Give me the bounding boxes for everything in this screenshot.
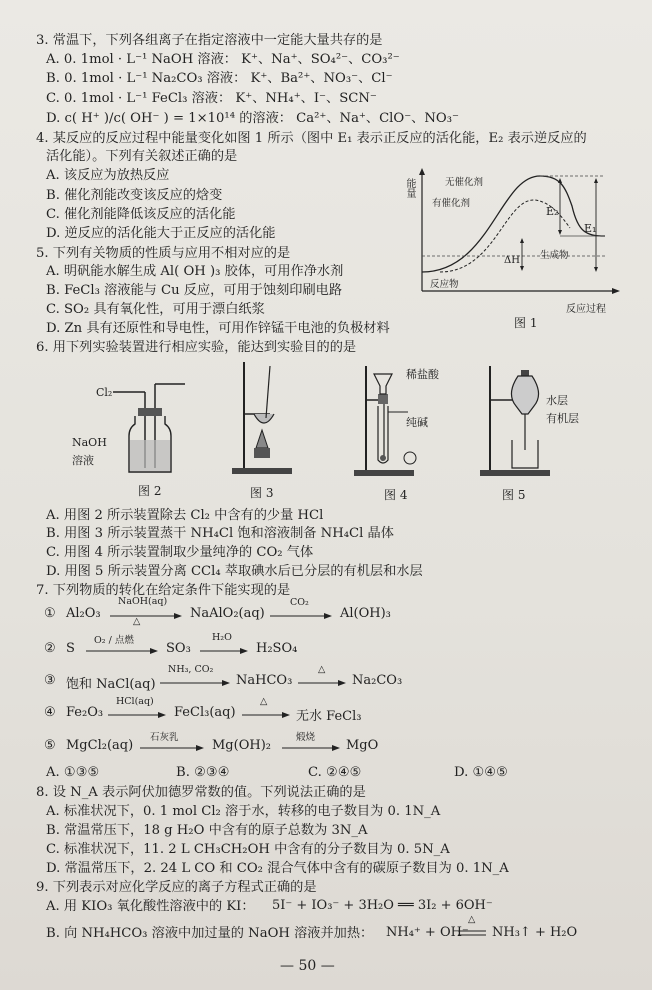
q5-option-b: B. FeCl₃ 溶液能与 Cu 反应，可用于蚀刻印刷电路 — [46, 283, 343, 298]
q7-r3-cond1: NH₃, CO₂ — [168, 664, 214, 675]
q6-option-c: C. 用图 4 所示装置制取少量纯净的 CO₂ 气体 — [46, 545, 314, 560]
bleed-through-text — [572, 0, 652, 990]
q6-option-d: D. 用图 5 所示装置分离 CCl₄ 萃取碘水后已分层的有机层和水层 — [46, 564, 423, 579]
q4-stem-line2: 活化能）。下列有关叙述正确的是 — [46, 149, 238, 164]
q9-option-b-eq-right: NH₃↑ + H₂O — [492, 925, 578, 940]
q3-option-c: C. 0. 1mol · L⁻¹ FeCl₃ 溶液： K⁺、NH₄⁺、I⁻、SCN⁻ — [46, 91, 377, 106]
q7-r3-product: Na₂CO₃ — [352, 673, 403, 688]
q7-r3-arrow1 — [160, 679, 232, 687]
q9-option-a-text: A. 用 KIO₃ 氧化酸性溶液中的 KI： — [46, 899, 255, 914]
q7-r3-number: ③ — [44, 673, 56, 688]
fig2-caption: 图 2 — [138, 484, 162, 498]
q7-r5-cond1: 石灰乳 — [150, 732, 179, 743]
q4-option-c: C. 催化剂能降低该反应的活化能 — [46, 207, 236, 222]
q7-r5-arrow2 — [282, 744, 342, 752]
q5-option-c: C. SO₂ 具有氧化性，可用于漂白纸浆 — [46, 302, 265, 317]
q9-option-b-eq-sign — [458, 928, 488, 938]
q6-option-a: A. 用图 2 所示装置除去 Cl₂ 中含有的少量 HCl — [46, 508, 324, 523]
q7-r1-cond1b: △ — [133, 616, 141, 627]
fig4-base-label: 纯碱 — [406, 416, 428, 429]
q5-stem: 5. 下列有关物质的性质与应用不相对应的是 — [36, 246, 291, 261]
q6-stem: 6. 用下列实验装置进行相应实验，能达到实验目的的是 — [36, 340, 357, 355]
q7-option-a: A. ①③⑤ — [46, 765, 100, 780]
q5-option-a: A. 明矾能水解生成 Al( OH )₃ 胶体，可用作净水剂 — [46, 264, 344, 279]
fig2-solution-label: 溶液 — [72, 454, 94, 467]
q8-option-a: A. 标准状况下，0. 1 mol Cl₂ 溶于水，转移的电子数目为 0. 1N_A — [46, 804, 441, 819]
q7-r5-reactant: MgCl₂(aq) — [66, 738, 134, 753]
fig1-x-axis-label: 反应过程 — [566, 304, 606, 315]
q7-r1-product: Al(OH)₃ — [340, 606, 391, 621]
q7-r4-intermediate: FeCl₃(aq) — [174, 705, 236, 720]
q7-r4-arrow2 — [242, 711, 292, 719]
q7-r2-reactant: S — [66, 641, 75, 656]
q9-option-b-eq-condition: △ — [468, 914, 476, 925]
q7-r3-arrow2 — [298, 679, 348, 687]
q7-stem: 7. 下列物质的转化在给定条件下能实现的是 — [36, 583, 291, 598]
q8-option-d: D. 常温常压下，2. 24 L CO 和 CO₂ 混合气体中含有的碳原子数目为 0. 1N_A — [46, 861, 509, 876]
q7-r1-reactant: Al₂O₃ — [66, 606, 101, 621]
q7-option-c: C. ②④⑤ — [308, 765, 362, 780]
q7-r2-intermediate: SO₃ — [166, 641, 191, 656]
q7-r4-cond2: △ — [260, 696, 268, 707]
q7-option-d: D. ①④⑤ — [454, 765, 508, 780]
q7-r5-product: MgO — [346, 738, 379, 753]
q6-option-b: B. 用图 3 所示装置蒸干 NH₄Cl 饱和溶液制备 NH₄Cl 晶体 — [46, 526, 394, 541]
q3-option-d: D. c( H⁺ )/c( OH⁻ ) = 1×10¹⁴ 的溶液： Ca²⁺、Na⁺、ClO⁻、NO₃⁻ — [46, 111, 459, 126]
fig1-y-axis-label: 能量 — [404, 178, 415, 198]
fig1-caption: 图 1 — [514, 316, 538, 330]
fig4-acid-label: 稀盐酸 — [406, 368, 439, 381]
q3-option-a: A. 0. 1mol · L⁻¹ NaOH 溶液： K⁺、Na⁺、SO₄²⁻、CO₃²⁻ — [46, 52, 400, 67]
fig3-caption: 图 3 — [250, 486, 274, 500]
q9-stem: 9. 下列表示对应化学反应的离子方程式正确的是 — [36, 880, 317, 895]
q4-stem-line1: 4. 某反应的反应过程中能量变化如图 1 所示（图中 E₁ 表示正反应的活化能，E₂ 表示逆反应的 — [36, 131, 587, 146]
fig1-catalyst-label: 有催化剂 — [432, 198, 471, 209]
q9-option-b-text: B. 向 NH₄HCO₃ 溶液中加过量的 NaOH 溶液并加热： — [46, 926, 374, 941]
q7-r2-cond2: H₂O — [212, 632, 232, 643]
q4-option-d: D. 逆反应的活化能大于正反应的活化能 — [46, 226, 276, 241]
q7-r4-cond1: HCl(aq) — [116, 696, 154, 707]
q3-option-b: B. 0. 1mol · L⁻¹ Na₂CO₃ 溶液： K⁺、Ba²⁺、NO₃⁻、Cl⁻ — [46, 71, 393, 86]
fig1-e2-label: E₂ — [546, 205, 559, 218]
q7-r2-product: H₂SO₄ — [256, 641, 298, 656]
fig1-delta-h-label: ΔH — [504, 255, 520, 266]
q9-option-a-equation: 5I⁻ + IO₃⁻ + 3H₂O ══ 3I₂ + 6OH⁻ — [272, 898, 493, 913]
apparatus-figure3 — [226, 358, 298, 478]
fig1-no-catalyst-label: 无催化剂 — [445, 177, 484, 188]
q7-r2-cond1: O₂ / 点燃 — [94, 635, 134, 646]
q7-r1-number: ① — [44, 606, 56, 621]
q7-option-b: B. ②③④ — [176, 765, 230, 780]
q8-option-c: C. 标准状况下，11. 2 L CH₃CH₂OH 中含有的分子数目为 0. 5N_A — [46, 842, 450, 857]
q8-option-b: B. 常温常压下，18 g H₂O 中含有的原子总数为 3N_A — [46, 823, 368, 838]
fig5-water-layer-label: 水层 — [546, 394, 568, 407]
q4-option-b: B. 催化剂能改变该反应的焓变 — [46, 188, 223, 203]
q7-r1-arrow1 — [110, 612, 184, 620]
q7-r4-arrow1 — [108, 711, 168, 719]
fig4-caption: 图 4 — [384, 488, 408, 502]
fig2-cl2-label: Cl₂ — [96, 386, 113, 399]
q4-option-a: A. 该反应为放热反应 — [46, 168, 170, 183]
q7-r2-arrow2 — [200, 647, 250, 655]
q7-r2-arrow1 — [86, 647, 160, 655]
fig5-caption: 图 5 — [502, 488, 526, 502]
fig1-product-label: 生成物 — [540, 250, 569, 261]
q7-r4-number: ④ — [44, 705, 56, 720]
q9-option-b-eq-left: NH₄⁺ + OH⁻ — [386, 925, 469, 940]
q7-r5-intermediate: Mg(OH)₂ — [212, 738, 271, 753]
q5-option-d: D. Zn 具有还原性和导电性，可用作锌锰干电池的负极材料 — [46, 321, 390, 336]
fig5-organic-layer-label: 有机层 — [546, 412, 579, 425]
q7-r1-arrow2 — [270, 612, 334, 620]
q7-r1-cond1: NaOH(aq) — [118, 596, 168, 607]
fig1-e1-label: E₁ — [584, 222, 597, 235]
q7-r3-cond2: △ — [318, 664, 326, 675]
page-number: — 50 — — [280, 958, 335, 974]
q7-r5-cond2: 煅烧 — [296, 732, 316, 743]
q7-r1-cond2: CO₂ — [290, 597, 309, 608]
q7-r4-reactant: Fe₂O₃ — [66, 705, 104, 720]
q7-r3-reactant: 饱和 NaCl(aq) — [66, 677, 156, 692]
q8-stem: 8. 设 N_A 表示阿伏加德罗常数的值。下列说法正确的是 — [36, 785, 366, 800]
fig1-reactant-label: 反应物 — [430, 279, 459, 290]
q7-r4-product: 无水 FeCl₃ — [296, 709, 362, 724]
q7-r2-number: ② — [44, 641, 56, 656]
q3-stem: 3. 常温下，下列各组离子在指定溶液中一定能大量共存的是 — [36, 33, 383, 48]
q7-r5-number: ⑤ — [44, 738, 56, 753]
fig2-naoh-label: NaOH — [72, 436, 107, 449]
q7-r1-intermediate: NaAlO₂(aq) — [190, 606, 265, 621]
q7-r5-arrow1 — [140, 744, 206, 752]
q7-r3-intermediate: NaHCO₃ — [236, 673, 293, 688]
